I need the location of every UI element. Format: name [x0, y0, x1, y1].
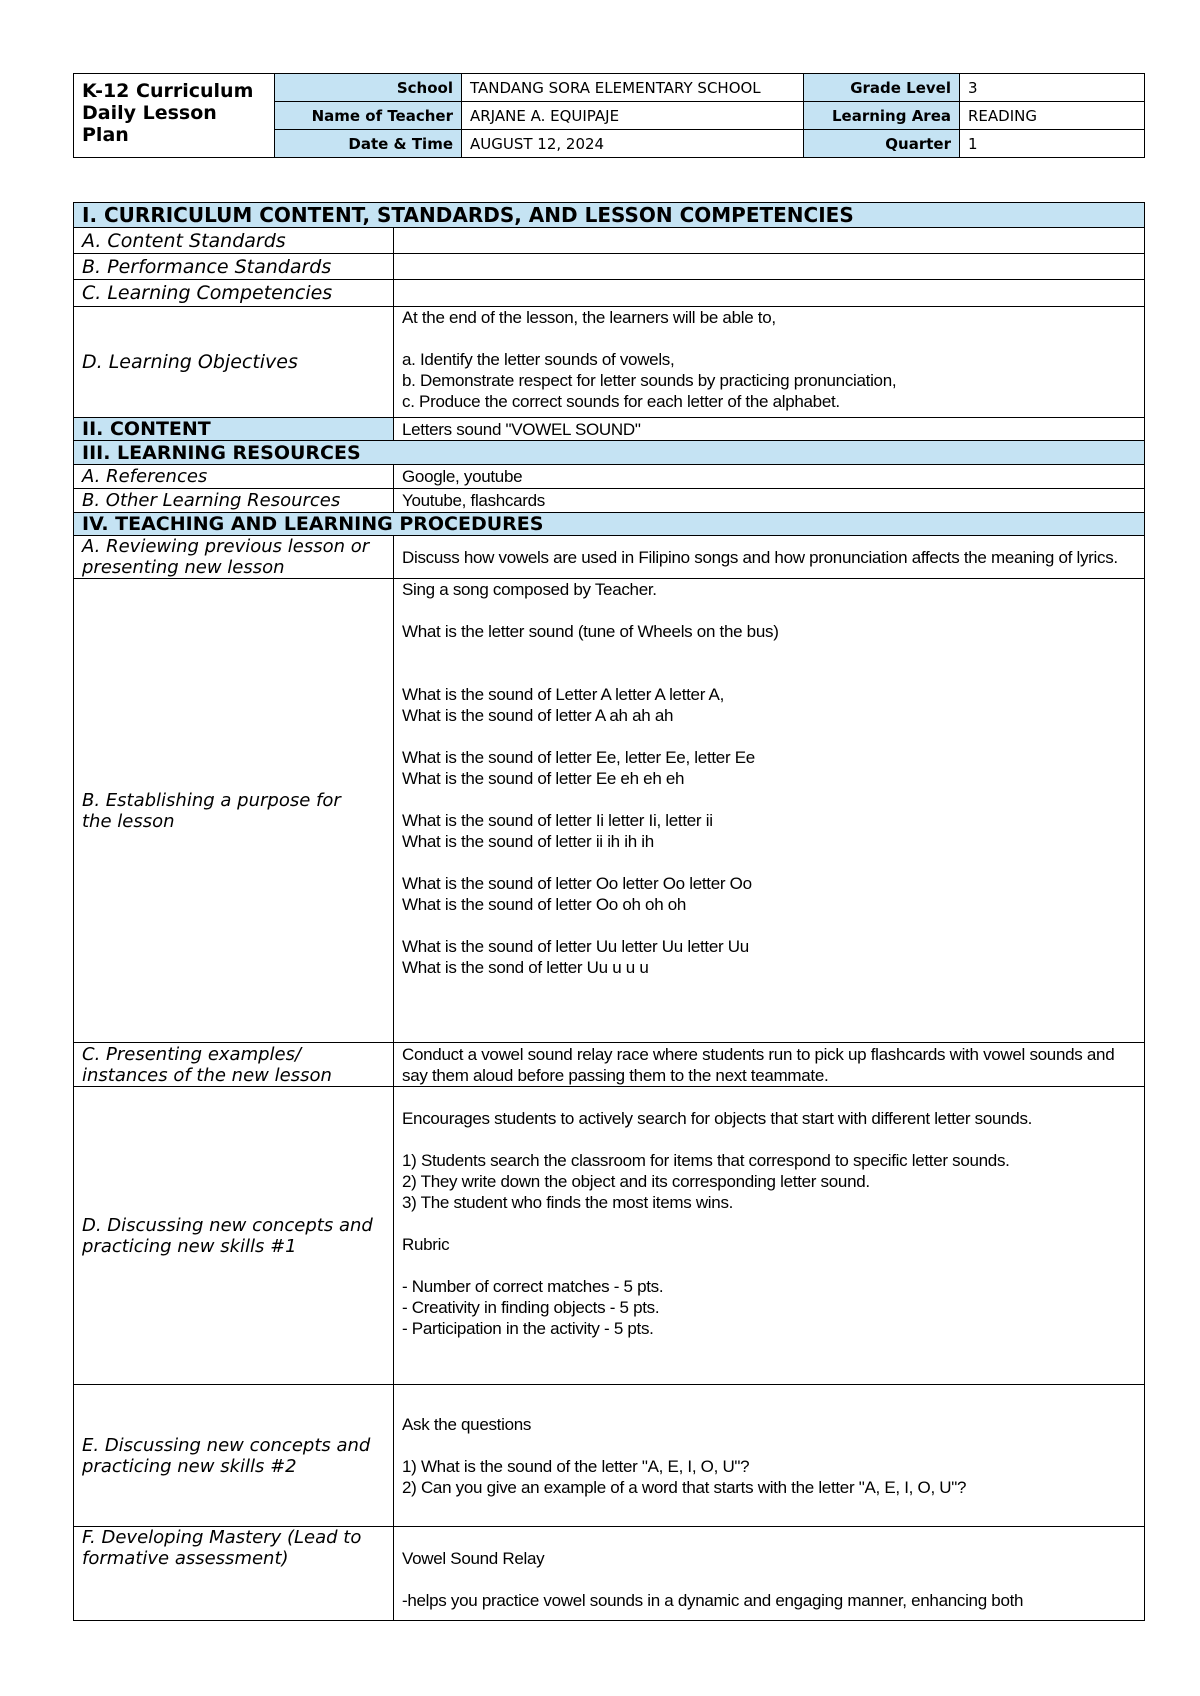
- discussing-concepts-1-label-line-2: practicing new skills #1: [82, 1235, 297, 1257]
- section-4-heading: IV. TEACHING AND LEARNING PROCEDURES: [74, 513, 1145, 536]
- reviewing-lesson-label: [74, 536, 394, 579]
- developing-mastery-value: [394, 1527, 1145, 1621]
- song-line: [402, 600, 1136, 621]
- objective-a: a. Identify the letter sounds of vowels,: [402, 350, 675, 369]
- school-label: School: [275, 74, 462, 102]
- other-resources-value: Youtube, flashcards: [394, 489, 1145, 513]
- developing-mastery-label: [74, 1527, 394, 1621]
- activity-line: - Creativity in finding objects - 5 pts.: [402, 1298, 660, 1317]
- establishing-purpose-label: [74, 579, 394, 1043]
- activity-line: Rubric: [402, 1235, 450, 1254]
- song-line: What is the sound of letter ii ih ih ih: [402, 832, 654, 851]
- reviewing-lesson-value: Discuss how vowels are used in Filipino songs and how pronunciation affects the meaning of lyrics.: [394, 536, 1145, 579]
- establishing-purpose-label-line-1: B. Establishing a purpose for: [82, 789, 341, 811]
- quarter-value: 1: [960, 130, 1145, 158]
- presenting-examples-label-line-1: C. Presenting examples/: [82, 1043, 302, 1065]
- activity-line: [402, 1087, 1136, 1108]
- performance-standards-value: [394, 254, 1145, 280]
- establishing-purpose-value: [394, 579, 1145, 1043]
- discussing-concepts-2-label-line-1: E. Discussing new concepts and: [82, 1434, 371, 1456]
- references-label: A. References: [74, 465, 394, 489]
- objective-b: b. Demonstrate respect for letter sounds by practicing pronunciation,: [402, 371, 897, 390]
- activity-line: [402, 1129, 1136, 1150]
- activity-line: - Number of correct matches - 5 pts.: [402, 1277, 664, 1296]
- plan-title: [74, 74, 275, 158]
- question-line: 2) Can you give an example of a word that starts with the letter "A, E, I, O, U"?: [402, 1477, 967, 1497]
- activity-line: 3) The student who finds the most items wins.: [402, 1193, 734, 1212]
- activity-line: 2) They write down the object and its corresponding letter sound.: [402, 1172, 870, 1191]
- developing-mastery-label-line-2: formative assessment): [82, 1548, 289, 1569]
- discussing-concepts-2-label-line-2: practicing new skills #2: [82, 1455, 297, 1477]
- learning-competencies-value: [394, 280, 1145, 307]
- song-line: [402, 726, 1136, 747]
- content-standards-value: [394, 228, 1145, 254]
- discussing-concepts-2-label: [74, 1385, 394, 1527]
- song-line: [402, 663, 1136, 684]
- section-2-heading: II. CONTENT: [74, 418, 394, 441]
- reviewing-lesson-label-line-1: A. Reviewing previous lesson or: [82, 536, 370, 557]
- establishing-purpose-label-line-2: the lesson: [82, 810, 175, 832]
- song-line: What is the sound of letter Ee eh eh eh: [402, 769, 685, 788]
- discussing-concepts-1-label: [74, 1087, 394, 1385]
- presenting-examples-label-line-2: instances of the new lesson: [82, 1064, 332, 1086]
- song-line: What is the sound of letter Ee, letter Ee, letter Ee: [402, 748, 755, 767]
- song-line: [402, 852, 1136, 873]
- references-value: Google, youtube: [394, 465, 1145, 489]
- question-line: Ask the questions: [402, 1414, 532, 1434]
- grade-label: Grade Level: [804, 74, 960, 102]
- question-line: 1) What is the sound of the letter "A, E, I, O, U"?: [402, 1456, 750, 1476]
- song-line: What is the sound of letter Uu letter Uu letter Uu: [402, 937, 749, 956]
- song-line: Sing a song composed by Teacher.: [402, 580, 657, 599]
- song-line: What is the sound of letter Oo oh oh oh: [402, 895, 687, 914]
- objectives-intro: At the end of the lesson, the learners will be able to,: [402, 308, 776, 327]
- activity-line: - Participation in the activity - 5 pts.: [402, 1319, 654, 1338]
- header-table: [73, 73, 1145, 158]
- song-line: [402, 915, 1136, 936]
- learning-competencies-label: C. Learning Competencies: [74, 280, 394, 307]
- mastery-line: Vowel Sound Relay: [402, 1549, 545, 1568]
- performance-standards-label: B. Performance Standards: [74, 254, 394, 280]
- lesson-plan-table: [73, 202, 1145, 1621]
- song-line: [402, 789, 1136, 810]
- activity-line: [402, 1255, 1136, 1276]
- learning-objectives-label: D. Learning Objectives: [74, 307, 394, 418]
- discussing-concepts-1-value: [394, 1087, 1145, 1385]
- section-3-heading: III. LEARNING RESOURCES: [74, 441, 1145, 465]
- activity-line: 1) Students search the classroom for items that correspond to specific letter sounds.: [402, 1151, 1010, 1170]
- mastery-line: [402, 1527, 1136, 1548]
- grade-value: 3: [960, 74, 1145, 102]
- song-line: What is the sound of letter Oo letter Oo letter Oo: [402, 874, 752, 893]
- mastery-line: [402, 1569, 1136, 1590]
- song-line: [402, 642, 1136, 663]
- area-value: READING: [960, 102, 1145, 130]
- date-value: AUGUST 12, 2024: [462, 130, 804, 158]
- presenting-examples-value: Conduct a vowel sound relay race where students run to pick up flashcards with vowel sounds and say them aloud before passing them to the next teammate.: [394, 1043, 1145, 1087]
- activity-line: Encourages students to actively search for objects that start with different letter sounds.: [402, 1109, 1033, 1128]
- discussing-concepts-2-value: [394, 1385, 1145, 1527]
- content-value: Letters sound "VOWEL SOUND": [394, 418, 1145, 441]
- question-line: [402, 1435, 1136, 1456]
- other-resources-label: B. Other Learning Resources: [74, 489, 394, 513]
- quarter-label: Quarter: [804, 130, 960, 158]
- song-line: What is the letter sound (tune of Wheels on the bus): [402, 622, 779, 641]
- section-1-heading: I. CURRICULUM CONTENT, STANDARDS, AND LESSON COMPETENCIES: [74, 203, 1145, 228]
- reviewing-lesson-label-line-2: presenting new lesson: [82, 557, 285, 578]
- content-standards-label: A. Content Standards: [74, 228, 394, 254]
- learning-objectives-value: [394, 307, 1145, 418]
- song-line: What is the sound of letter Ii letter Ii, letter ii: [402, 811, 713, 830]
- school-value: TANDANG SORA ELEMENTARY SCHOOL: [462, 74, 804, 102]
- presenting-examples-label: [74, 1043, 394, 1087]
- teacher-value: ARJANE A. EQUIPAJE: [462, 102, 804, 130]
- song-line: What is the sound of letter A ah ah ah: [402, 706, 674, 725]
- area-label: Learning Area: [804, 102, 960, 130]
- mastery-line: -helps you practice vowel sounds in a dynamic and engaging manner, enhancing both: [402, 1591, 1024, 1610]
- plan-title-line-3: Plan: [82, 124, 129, 146]
- plan-title-line-2: Daily Lesson: [82, 102, 217, 124]
- song-line: What is the sond of letter Uu u u u: [402, 958, 649, 977]
- plan-title-line-1: K-12 Curriculum: [82, 80, 254, 102]
- objective-c: c. Produce the correct sounds for each letter of the alphabet.: [402, 392, 840, 411]
- song-line: What is the sound of Letter A letter A letter A,: [402, 685, 725, 704]
- teacher-label: Name of Teacher: [275, 102, 462, 130]
- discussing-concepts-1-label-line-1: D. Discussing new concepts and: [82, 1214, 373, 1236]
- developing-mastery-label-line-1: F. Developing Mastery (Lead to: [82, 1527, 362, 1548]
- activity-line: [402, 1213, 1136, 1234]
- date-label: Date & Time: [275, 130, 462, 158]
